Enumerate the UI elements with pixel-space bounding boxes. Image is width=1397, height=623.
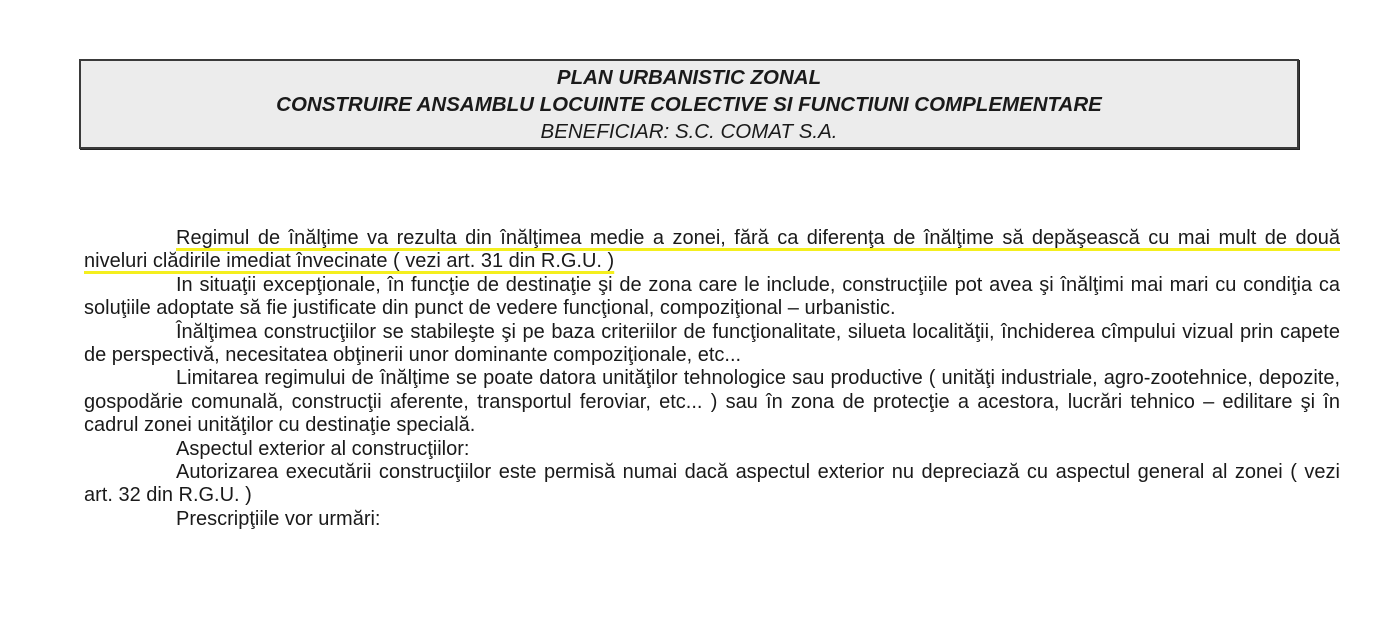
document-title: PLAN URBANISTIC ZONAL [556, 66, 822, 89]
document-header-box [79, 59, 1299, 149]
highlighted-text: Regimul de înălţime va rezulta din înălţimea medie a zonei, fără ca diferenţa de înălţime să depăşească cu mai mult de două niveluri clădirile imediat învecinate ( vezi art. 31 din R.G.U. ) [84, 227, 1340, 273]
paragraph-exterior-aspect: Aspectul exterior al construcţiilor: [176, 437, 470, 460]
paragraph-prescriptions: Prescripţiile vor urmări: [176, 507, 381, 530]
paragraph-height-criteria: Înălţimea construcţiilor se stabileşte şi pe baza criteriilor de funcţionalitate, silueta localităţii, închiderea cîmpului vizual prin capete de perspectivă, necesitatea obţinerii unor dominante compoziţionale, etc... [84, 320, 1340, 367]
document-body [84, 227, 1340, 531]
document-subtitle: CONSTRUIRE ANSAMBLU LOCUINTE COLECTIVE SI FUNCTIUNI COMPLEMENTARE [276, 93, 1102, 116]
paragraph-height-limitation: Limitarea regimului de înălţime se poate datora unităţilor tehnologice sau productive ( unităţi industriale, agro-zootehnice, depozite, gospodărie comunală, construcţii aferente, transportul feroviar, etc... ) sau în zona de protecţie a acestora, lucrări tehnico – edilitare şi în cadrul zonei unităţilor cu destinaţie specială. [84, 367, 1340, 437]
paragraph-authorization: Autorizarea executării construcţiilor este permisă numai dacă aspectul exterior nu depreciază cu aspectul general al zonei ( vezi art. 32 din R.G.U. ) [84, 461, 1340, 507]
paragraph-height-regime [84, 227, 1340, 274]
beneficiary-line: BENEFICIAR: S.C. COMAT S.A. [540, 120, 838, 143]
paragraph-exceptional-situations: In situaţii excepţionale, în funcţie de destinaţie şi de zona care le include, construcţiile pot avea şi înălţimi mai mari cu condiţia ca soluţiile adoptate să fie justificate din punct de vedere funcţional, compoziţional – urbanistic. [84, 273, 1340, 320]
